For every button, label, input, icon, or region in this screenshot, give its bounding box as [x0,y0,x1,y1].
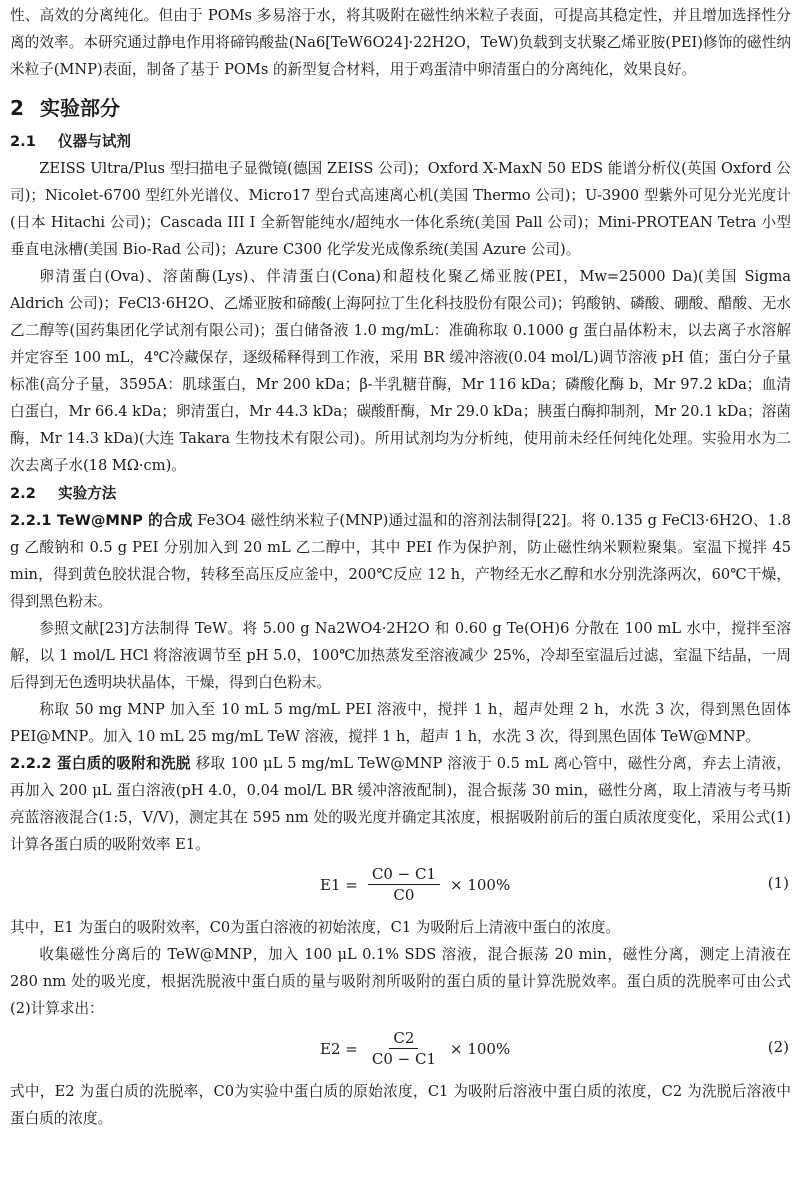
intro-paragraph: 性、高效的分离纯化。但由于 POMs 多易溶于水，将其吸附在磁性纳米粒子表面，可提高其稳定性，并且增加选择性分离的效率。本研究通过静电作用将碲钨酸盐(Na6[TeW6O24]·22H2O，TeW)负载到支状聚乙烯亚胺(PEI)修饰的磁性纳米粒子(MNP)表面，制备了基于 POMs 的新型复合材料，用于鸡蛋清中卵清蛋白的分离纯化，效果良好。 [10,7,791,78]
subsubsection-heading-2-2-1: 2.2.1 TeW@MNP 的合成 [10,512,193,529]
equation-1-numerator: C0 − C1 [368,864,440,885]
synthesis-text: Fe3O4 磁性纳米粒子(MNP)通过温和的溶剂法制得[22]。将 0.135 g FeCl3·6H2O、1.8 g 乙酸钠和 0.5 g PEI 分别加入到 20 mL 乙二醇中，其中 PEI 作为保护剂，防止磁性纳米颗粒聚集。室温下搅拌 45 min，得到黄色胶状混合物，转移至高压反应釜中，200℃反应 12 h，产物经无水乙醇和水分别洗涤两次，60℃干燥，得到黑色粉末。 [10,512,791,610]
equation-2-rhs: × 100% [450,1039,511,1058]
subsection-number: 2.1 [10,133,36,150]
equation-2-fraction [368,1028,440,1069]
subsection-heading-2-1 [10,129,791,155]
equation-2-denominator: C0 − C1 [371,1050,436,1068]
adsorption-paragraph [10,750,791,858]
equation-2-lhs: E2 = [320,1039,358,1058]
equation-2 [10,1026,791,1074]
equation-1-fraction [368,864,440,905]
equation-1-lhs: E1 = [320,875,358,894]
section-heading [10,93,791,123]
subsection-heading-2-2 [10,481,791,507]
equation-1 [10,862,791,910]
equation-1-explanation: 其中，E1 为蛋白的吸附效率，C0为蛋白溶液的初始浓度，C1 为吸附后上清液中蛋白的浓度。 [10,919,621,936]
adsorption-text: 移取 100 μL 5 mg/mL TeW@MNP 溶液于 0.5 mL 离心管中，磁性分离，弃去上清液，再加入 200 μL 蛋白溶液(pH 4.0，0.04 mol/L BR 缓冲溶液配制)，混合振荡 30 min，磁性分离，取上清液与考马斯亮蓝溶液混合(1:5，V/V)，测定其在 595 nm 处的吸光度并确定其浓度，根据吸附前后的蛋白质浓度变化，采用公式(1)计算各蛋白质的吸附效率 E1。 [10,755,792,853]
tew-mnp-preparation-paragraph: 称取 50 mg MNP 加入至 10 mL 5 mg/mL PEI 溶液中，搅拌 1 h，超声处理 2 h，水洗 3 次，得到黑色固体 PEI@MNP。加入 10 mL 25 mg/mL TeW 溶液，搅拌 1 h，超声 1 h，水洗 3 次，得到黑色固体 TeW@MNP。 [10,701,791,745]
instruments-paragraph: ZEISS Ultra/Plus 型扫描电子显微镜(德国 ZEISS 公司)；Oxford X-MaxN 50 EDS 能谱分析仪(英国 Oxford 公司)；Nicolet-6700 型红外光谱仪、Micro17 型台式高速离心机(美国 Thermo 公司)；U-3900 型紫外可见分光光度计(日本 Hitachi 公司)；Cascada III I 全新智能纯水/超纯水一体化系统(美国 Pall 公司)；Mini-PROTEAN Tetra 小型垂直电泳槽(美国 Bio-Rad 公司)；Azure C300 化学发光成像系统(美国 Azure 公司)。 [10,160,791,258]
subsection-number: 2.2 [10,485,36,502]
equation-1-rhs: × 100% [450,875,511,894]
elution-paragraph: 收集磁性分离后的 TeW@MNP，加入 100 μL 0.1% SDS 溶液，混合振荡 20 min，磁性分离，测定上清液在 280 nm 处的吸光度，根据洗脱液中蛋白质的量与吸附剂所吸附的蛋白质的量计算洗脱效率。蛋白质的洗脱率可由公式(2)计算求出： [10,946,791,1017]
paper-page [10,0,791,1132]
equation-2-numerator: C2 [389,1028,418,1049]
synthesis-paragraph [10,507,791,615]
subsection-title: 仪器与试剂 [58,133,131,150]
subsection-title: 实验方法 [58,485,117,502]
equation-1-number: (1) [767,874,789,892]
reagents-paragraph: 卵清蛋白(Ova)、溶菌酶(Lys)、伴清蛋白(Cona)和超枝化聚乙烯亚胺(PEI，Mw=25000 Da)(美国 Sigma Aldrich 公司)；FeCl3·6H2O、乙烯亚胺和碲酸(上海阿拉丁生化科技股份有限公司)；钨酸钠、磷酸、硼酸、醋酸、无水乙二醇等(国药集团化学试剂有限公司)；蛋白储备液 1.0 mg/mL：准确称取 0.1000 g 蛋白晶体粉末，以去离子水溶解并定容至 100 mL，4℃冷藏保存，逐级稀释得到工作液，采用 BR 缓冲溶液(0.04 mol/L)调节溶液 pH 值；蛋白分子量标准(高分子量，3595A：肌球蛋白，Mr 200 kDa；β-半乳糖苷酶，Mr 116 kDa；磷酸化酶 b，Mr 97.2 kDa；血清白蛋白，Mr 66.4 kDa；卵清蛋白，Mr 44.3 kDa；碳酸酐酶，Mr 29.0 kDa；胰蛋白酶抑制剂，Mr 20.1 kDa；溶菌酶，Mr 14.3 kDa)(大连 Takara 生物技术有限公司)。所用试剂均为分析纯，使用前未经任何纯化处理。实验用水为二次去离子水(18 MΩ·cm)。 [10,268,791,474]
equation-2-explanation: 式中，E2 为蛋白质的洗脱率，C0为实验中蛋白质的原始浓度，C1 为吸附后溶液中蛋白质的浓度，C2 为洗脱后溶液中蛋白质的浓度。 [10,1083,791,1127]
tew-preparation-paragraph: 参照文献[23]方法制得 TeW。将 5.00 g Na2WO4·2H2O 和 0.60 g Te(OH)6 分散在 100 mL 水中，搅拌至溶解，以 1 mol/L HCl 将溶液调节至 pH 5.0，100℃加热蒸发至溶液减少 25%，冷却至室温后过滤，室温下结晶，一周后得到无色透明块状晶体，干燥，得到白色粉末。 [10,620,791,691]
equation-1-denominator: C0 [393,886,415,904]
equation-2-number: (2) [767,1038,789,1056]
section-number: 2 [10,96,24,120]
subsubsection-heading-2-2-2: 2.2.2 蛋白质的吸附和洗脱 [10,755,191,772]
section-title: 实验部分 [40,96,120,120]
